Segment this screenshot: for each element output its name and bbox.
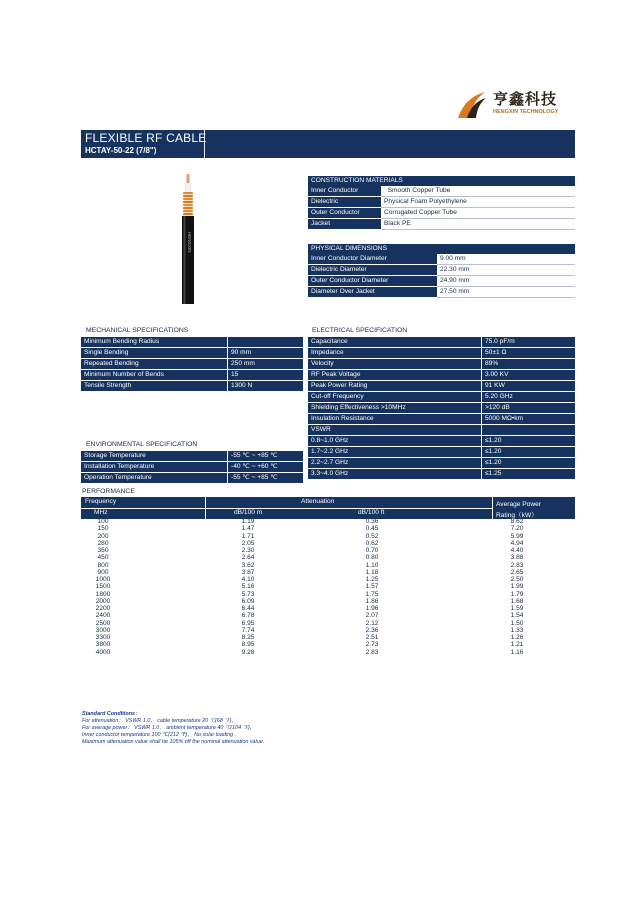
environmental-value: -55 ℃ ~ +85 ℃: [228, 451, 304, 462]
attenuation-header: Attenuation: [301, 498, 335, 505]
power-cell: 1.54: [510, 612, 524, 620]
electrical-key: 2.2~2.7 GHz: [308, 458, 482, 469]
construction-value: Physical Foam Polyethylene: [381, 197, 575, 208]
attenuation-ft-cell: 1.75: [365, 590, 379, 598]
electrical-value: 3.00 KV: [482, 370, 576, 381]
standard-conditions: [82, 711, 264, 746]
attenuation-ft-cell: 1.10: [365, 561, 379, 569]
construction-key: Inner Conductor: [308, 186, 381, 197]
attenuation-m-cell: 1.71: [241, 532, 255, 540]
physical-value: 9.00 mm: [437, 254, 575, 265]
attenuation-m-cell: 6.78: [241, 612, 255, 620]
construction-value: Corrugated Copper Tube: [381, 208, 575, 219]
page-title: FLEXIBLE RF CABLE: [85, 131, 207, 145]
attenuation-ft-cell: 1.25: [365, 576, 379, 583]
performance-table: [81, 497, 575, 657]
mechanical-value: 250 mm: [228, 359, 304, 370]
attenuation-ft-cell: 2.36: [365, 626, 379, 634]
physical-key: Dielectric Diameter: [308, 265, 437, 276]
environmental-value: -40 ℃ ~ +60 ℃: [228, 462, 304, 473]
attenuation-ft-cell: 1.18: [365, 568, 379, 576]
attenuation-m-cell: 7.74: [241, 626, 255, 634]
physical-value: 27.50 mm: [437, 287, 575, 298]
attenuation-m-cell: 2.05: [241, 539, 255, 547]
electrical-value: 91 KW: [482, 381, 576, 392]
construction-value: Black PE: [381, 219, 575, 230]
construction-key: Outer Conductor: [308, 208, 381, 219]
frequency-cell: 2400: [95, 612, 111, 620]
construction-materials-table: [308, 176, 575, 230]
frequency-cell: 350: [97, 547, 109, 554]
header-divider: [492, 497, 493, 519]
electrical-key: VSWR: [308, 425, 482, 436]
frequency-cell: 1000: [95, 576, 111, 583]
attenuation-m-cell: 2.30: [241, 547, 255, 554]
power-cell: 7.20: [510, 525, 524, 533]
electrical-key: Shielding Effectiveness >10MHz: [308, 403, 482, 414]
frequency-cell: 200: [97, 532, 109, 540]
electrical-value: >120 dB: [482, 403, 576, 414]
mechanical-value: 90 mm: [228, 348, 304, 359]
attenuation-ft-cell: 0.62: [365, 539, 379, 547]
attenuation-m-cell: 1.19: [241, 518, 255, 525]
attenuation-m-cell: 6.09: [241, 597, 255, 605]
power-cell: 1.68: [510, 597, 524, 605]
attenuation-ft-cell: 1.57: [365, 583, 379, 591]
note-line: For attenuation： VSWR 1.0， cable temperature 20 ℃(68 ℉)，: [82, 718, 237, 724]
attenuation-ft-cell: 2.83: [365, 648, 379, 656]
power-cell: 2.50: [510, 576, 524, 583]
table-row: [81, 650, 575, 657]
attenuation-m-cell: 2.64: [241, 554, 255, 562]
cable-jacket-print: HENGXIN: [187, 232, 192, 253]
average-power-header: Average Power: [496, 501, 541, 508]
power-cell: 1.99: [510, 583, 524, 591]
power-cell: 4.40: [510, 547, 524, 554]
mechanical-heading: MECHANICAL SPECIFICATIONS: [86, 327, 189, 334]
construction-title: CONSTRUCTION MATERIALS: [308, 176, 575, 186]
power-cell: 1.16: [510, 648, 524, 656]
electrical-key: 1.7~2.2 GHz: [308, 447, 482, 458]
frequency-cell: 150: [97, 525, 109, 533]
db-per-100ft-header: dB/100 ft: [358, 509, 385, 516]
attenuation-m-cell: 3.62: [241, 561, 255, 569]
attenuation-ft-cell: 0.36: [365, 518, 379, 525]
cable-illustration: [175, 174, 201, 304]
electrical-value: ≤1.20: [482, 447, 576, 458]
attenuation-m-cell: 8.25: [241, 634, 255, 641]
construction-value: Smooth Copper Tube: [381, 186, 575, 197]
power-cell: 1.26: [510, 634, 524, 641]
frequency-cell: 2200: [95, 605, 111, 612]
attenuation-m-cell: 6.95: [241, 619, 255, 627]
environmental-key: Storage Temperature: [81, 451, 228, 462]
electrical-value: ≤1.25: [482, 469, 576, 480]
electrical-key: RF Peak Voltage: [308, 370, 482, 381]
electrical-value: ≤1.20: [482, 458, 576, 469]
frequency-cell: 2500: [95, 619, 111, 627]
notes-title: Standard Conditions：: [82, 711, 141, 717]
electrical-value: ≤1.20: [482, 436, 576, 447]
frequency-cell: 280: [97, 539, 109, 547]
frequency-cell: 100: [97, 518, 109, 525]
mechanical-key: Minimum Number of Bends: [81, 370, 228, 381]
attenuation-ft-cell: 1.86: [365, 597, 379, 605]
attenuation-m-cell: 9.28: [241, 648, 255, 656]
electrical-key: Impedance: [308, 348, 482, 359]
power-cell: 3.88: [510, 554, 524, 562]
attenuation-m-cell: 1.47: [241, 525, 255, 533]
power-rating-header: Rating（kW）: [496, 512, 538, 519]
mechanical-value: 1300 N: [228, 381, 304, 392]
attenuation-ft-cell: 0.45: [365, 525, 379, 533]
physical-key: Diameter Over Jacket: [308, 287, 437, 298]
frequency-cell: 1500: [95, 583, 111, 591]
physical-key: Inner Conductor Diameter: [308, 254, 437, 265]
electrical-key: Insulation Resistance: [308, 414, 482, 425]
construction-key: Jacket: [308, 219, 381, 230]
db-per-100m-header: dB/100 m: [234, 509, 263, 516]
attenuation-m-cell: 6.44: [241, 605, 255, 612]
power-cell: 2.83: [510, 561, 524, 569]
electrical-key: Peak Power Rating: [308, 381, 482, 392]
power-cell: 1.79: [510, 590, 524, 598]
attenuation-ft-cell: 1.96: [365, 605, 379, 612]
electrical-table: [308, 337, 575, 480]
environmental-table: [81, 451, 303, 484]
attenuation-m-cell: 5.73: [241, 590, 255, 598]
mechanical-table: [81, 337, 303, 392]
mechanical-key: Single Bending: [81, 348, 228, 359]
logo-mark-icon: [455, 90, 489, 120]
frequency-cell: 4000: [95, 648, 111, 656]
attenuation-m-cell: 5.16: [241, 583, 255, 591]
electrical-key: Cut-off Frequency: [308, 392, 482, 403]
physical-value: 24.90 mm: [437, 276, 575, 287]
power-cell: 4.94: [510, 539, 524, 547]
header-rule: [81, 508, 492, 509]
electrical-heading: ELECTRICAL SPECIFICATION: [312, 327, 408, 334]
frequency-cell: 1800: [95, 590, 111, 598]
power-cell: 1.33: [510, 626, 524, 634]
logo-chinese-name: 亨鑫科技: [493, 90, 558, 108]
physical-value: 22.30 mm: [437, 265, 575, 276]
electrical-key: 3.3~4.0 GHz: [308, 469, 482, 480]
attenuation-m-cell: 4.10: [241, 576, 255, 583]
frequency-cell: 450: [97, 554, 109, 562]
frequency-header: Frequency: [85, 498, 117, 505]
attenuation-m-cell: 3.87: [241, 568, 255, 576]
electrical-value: 5.20 GHz: [482, 392, 576, 403]
performance-rows: [81, 519, 575, 657]
title-banner: [81, 130, 575, 158]
frequency-cell: 900: [97, 568, 109, 576]
corrugated-outer-conductor: [183, 192, 193, 215]
frequency-cell: 2000: [95, 597, 111, 605]
power-cell: 1.50: [510, 619, 524, 627]
construction-key: Dielectric: [308, 197, 381, 208]
performance-header: [81, 497, 575, 519]
physical-dimensions-table: [308, 244, 575, 298]
mechanical-key: Minimum Bending Radius: [81, 337, 228, 348]
physical-key: Outer Conductor Diameter: [308, 276, 437, 287]
attenuation-ft-cell: 2.12: [365, 619, 379, 627]
attenuation-ft-cell: 2.51: [365, 634, 379, 641]
attenuation-ft-cell: 0.52: [365, 532, 379, 540]
electrical-value: 5000 MΩ•km: [482, 414, 576, 425]
environmental-value: -55 ℃ ~ +85 ℃: [228, 473, 304, 484]
environmental-key: Installation Temperature: [81, 462, 228, 473]
mechanical-value: 15: [228, 370, 304, 381]
environmental-key: Operation Temperature: [81, 473, 228, 484]
electrical-key: Capacitance: [308, 337, 482, 348]
power-cell: 2.65: [510, 568, 524, 576]
company-logo: [455, 88, 575, 122]
note-line: Inner conductor temperature 100 ℃(212 ℉)， No solar loading .: [82, 732, 237, 738]
environmental-heading: ENVIRONMENTAL SPECIFICATION: [86, 441, 198, 448]
power-cell: 5.99: [510, 532, 524, 540]
performance-heading: PERFORMANCE: [82, 488, 135, 495]
mechanical-key: Tensile Strength: [81, 381, 228, 392]
electrical-value: [482, 425, 576, 436]
electrical-key: 0.8~1.0 GHz: [308, 436, 482, 447]
model-number: HCTAY-50-22 (7/8"): [85, 146, 157, 155]
mechanical-value: [228, 337, 304, 348]
physical-title: PHYSICAL DIMENSIONS: [308, 244, 575, 254]
attenuation-ft-cell: 0.70: [365, 547, 379, 554]
frequency-cell: 3300: [95, 634, 111, 641]
mhz-header: MHz: [94, 509, 108, 516]
note-line: Maximum attenuation value shall be 105% off the nominal attenuation value.: [82, 739, 265, 745]
frequency-cell: 3000: [95, 626, 111, 634]
power-cell: 8.62: [510, 518, 524, 525]
attenuation-m-cell: 8.95: [241, 641, 255, 649]
attenuation-ft-cell: 2.07: [365, 612, 379, 620]
frequency-cell: 800: [97, 561, 109, 569]
logo-english-name: HENGXIN TECHNOLOGY: [493, 109, 559, 115]
mechanical-key: Repeated Bending: [81, 359, 228, 370]
frequency-cell: 3800: [95, 641, 111, 649]
electrical-key: Velocity: [308, 359, 482, 370]
electrical-value: 50±1 Ω: [482, 348, 576, 359]
note-line: For average power： VSWR 1.0， ambient temperature 40 ℃(104 ℉)，: [82, 725, 256, 731]
attenuation-ft-cell: 2.73: [365, 641, 379, 649]
power-cell: 1.59: [510, 605, 524, 612]
electrical-value: 75.0 pF/m: [482, 337, 576, 348]
attenuation-ft-cell: 0.80: [365, 554, 379, 562]
power-cell: 1.21: [510, 641, 524, 649]
electrical-value: 89%: [482, 359, 576, 370]
